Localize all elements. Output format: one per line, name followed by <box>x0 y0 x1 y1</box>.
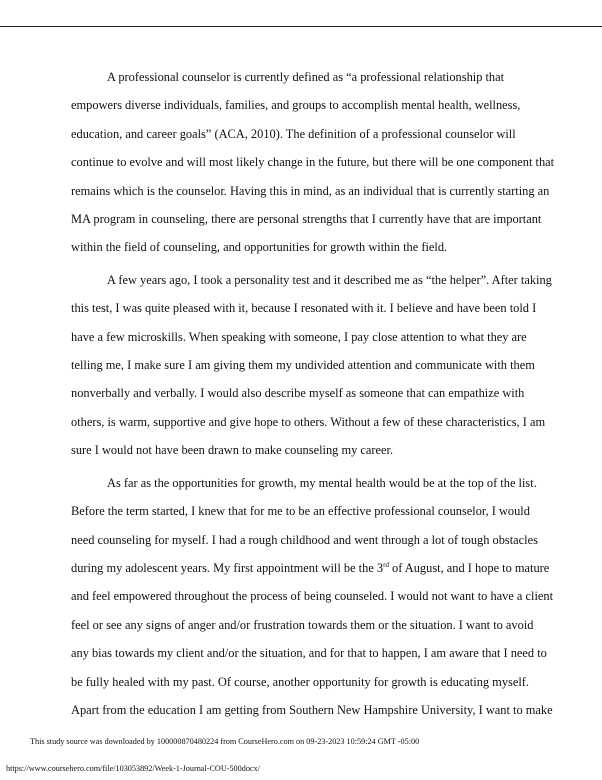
paragraph-line: As far as the opportunities for growth, my mental health would be at the top of the list. <box>107 475 537 490</box>
document-body <box>71 63 555 728</box>
ordinal-superscript: rd <box>383 560 389 569</box>
paragraph-3 <box>71 469 554 725</box>
paragraph-line: remains which is the counselor. Having this in mind, as an individual that is currently starting an <box>71 183 550 198</box>
paragraph-line: within the field of counseling, and opportunities for growth within the field. <box>71 240 448 255</box>
paragraph-line: education, and career goals” (ACA, 2010). The definition of a professional counselor will <box>71 126 516 141</box>
paragraph-line: have a few microskills. When speaking with someone, I pay close attention to what they are <box>71 329 527 344</box>
paragraph-line: Before the term started, I knew that for me to be an effective professional counselor, I would <box>71 504 530 519</box>
paragraph-line: feel or see any signs of anger and/or frustration towards them or the situation. I want to avoid <box>71 617 534 632</box>
download-source-note: This study source was downloaded by 100000870480224 from CourseHero.com on 09-23-2023 10:59:24 GMT -05:00 <box>30 737 420 746</box>
paragraph-line: MA program in counseling, there are personal strengths that I currently have that are important <box>71 212 542 227</box>
paragraph-line: any bias towards my client and/or the situation, and for that to happen, I am aware that I need to <box>71 646 547 661</box>
paragraph-line: Apart from the education I am getting from Southern New Hampshire University, I want to make <box>71 702 553 717</box>
paragraph-line-with-ordinal <box>71 554 550 582</box>
paragraph-line: be fully healed with my past. Of course, another opportunity for growth is educating myself. <box>71 674 529 689</box>
source-url[interactable]: https://www.coursehero.com/file/103053892/Week-1-Journal-COU-500docx/ <box>6 764 260 773</box>
paragraph-line: A professional counselor is currently defined as “a professional relationship that <box>107 70 505 84</box>
line-text-before: during my adolescent years. My first appointment will be the 3 <box>71 560 384 575</box>
header-divider <box>0 26 602 27</box>
paragraph-line: need counseling for myself. I had a rough childhood and went through a lot of tough obstacles <box>71 532 538 547</box>
paragraph-2 <box>71 266 552 465</box>
paragraph-1 <box>71 63 555 262</box>
paragraph-line: empowers diverse individuals, families, and groups to accomplish mental health, wellness, <box>71 98 521 113</box>
line-text-after: of August, and I hope to mature <box>388 560 550 575</box>
paragraph-line: nonverbally and verbally. I would also describe myself as someone that can empathize with <box>71 386 525 401</box>
paragraph-line: this test, I was quite pleased with it, because I resonated with it. I believe and have been told I <box>71 301 537 316</box>
paragraph-line: telling me, I make sure I am giving them my undivided attention and communicate with them <box>71 358 535 373</box>
paragraph-line: A few years ago, I took a personality test and it described me as “the helper”. After taking <box>107 272 552 287</box>
paragraph-line: and feel empowered throughout the process of being counseled. I would not want to have a client <box>71 589 554 604</box>
paragraph-line: sure I would not have been drawn to make counseling my career. <box>71 443 394 458</box>
paragraph-line: others, is warm, supportive and give hope to others. Without a few of these characteristics, I am <box>71 414 546 429</box>
paragraph-line: continue to evolve and will most likely change in the future, but there will be one component that <box>71 155 555 170</box>
